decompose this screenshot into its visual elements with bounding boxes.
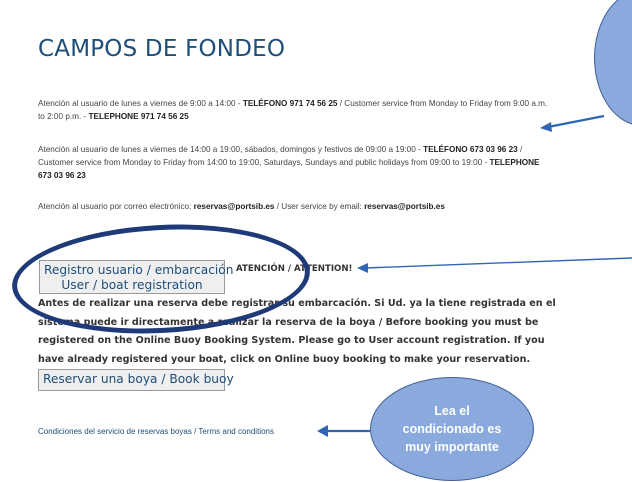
arrow-to-phone-info-head-icon bbox=[540, 122, 552, 132]
registration-notice: Antes de realizar una reserva debe registrar su embarcación. Si Ud. ya la tiene registrada en el sistema puede ir directamente a realizar la reserva de la boya / Before booking you must be registered on the Online Buoy Booking System. Please go to User account registration. If you have already registered your boat, click on Online buoy booking to make your reservation. bbox=[38, 298, 556, 365]
p3-intro-text: Atención al usuario por correo electrónico: bbox=[38, 202, 194, 211]
phone-en-1: TELEPHONE 971 74 56 25 bbox=[88, 112, 189, 121]
email-contact-info bbox=[38, 200, 554, 213]
email-en: reservas@portsib.es bbox=[364, 202, 445, 211]
phone-en-2: TELEPHONE 673 03 96 23 bbox=[38, 158, 540, 180]
afternoon-weekend-contact-info bbox=[38, 143, 554, 182]
p3-mid-text: / User service by email: bbox=[274, 202, 365, 211]
arrow-to-terms-head-icon bbox=[317, 425, 328, 437]
bubble-text-line-3: muy importante bbox=[405, 440, 499, 454]
email-es: reservas@portsib.es bbox=[193, 202, 275, 211]
weekday-contact-info bbox=[38, 97, 554, 123]
phone-es-1: TELÉFONO 971 74 56 25 bbox=[242, 99, 338, 108]
register-button-label-en: User / boat registration bbox=[61, 278, 203, 292]
page-title: CAMPOS DE FONDEO bbox=[38, 36, 286, 62]
bubble-text-line-1: Lea el bbox=[434, 404, 470, 418]
arrow-to-phone-info-icon bbox=[548, 116, 604, 127]
p1-mid-text: / Customer service from Monday to Friday from 9:00 a.m. to 2:00 p.m. - bbox=[38, 99, 548, 121]
bubble-text-line-2: condicionado es bbox=[402, 422, 502, 436]
terms-and-conditions-link[interactable]: Condiciones del servicio de reservas boyas / Terms and conditions bbox=[38, 427, 274, 436]
register-button-label-es: Registro usuario / embarcación bbox=[44, 263, 234, 277]
p2-intro-text: Atención al usuario de lunes a viernes de 14:00 a 19:00, sábados, domingos y festivos de 09:00 a 19:00 - bbox=[38, 145, 424, 154]
register-user-boat-button[interactable] bbox=[39, 260, 234, 294]
p2-mid-text: / Customer service from Monday to Friday from 14:00 to 19:00, Saturdays, Sundays and public holidays from 09:00 to 19:00 - bbox=[38, 145, 523, 167]
arrow-to-attention-icon bbox=[365, 258, 632, 268]
phone-es-2: TELÉFONO 673 03 96 23 bbox=[423, 145, 518, 154]
arrow-to-attention-head-icon bbox=[357, 263, 368, 273]
annotation-bubble-important bbox=[370, 377, 534, 481]
annotation-bubble-top bbox=[594, 0, 632, 126]
book-buoy-button[interactable]: Reservar una boya / Book buoy bbox=[38, 369, 225, 391]
p1-intro-text: Atención al usuario de lunes a viernes de 9:00 a 14:00 - bbox=[38, 99, 243, 108]
attention-heading: ATENCIÓN / ATTENTION! bbox=[236, 264, 353, 274]
